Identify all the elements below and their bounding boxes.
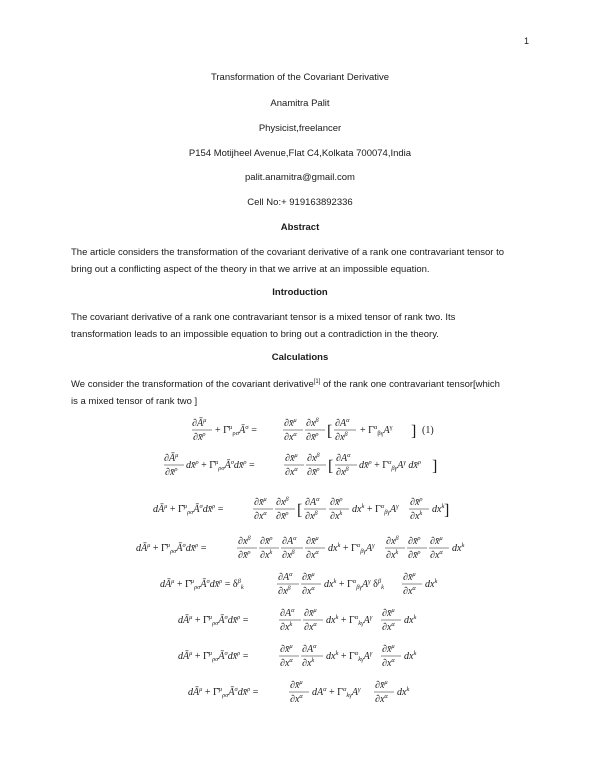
introduction-line: The covariant derivative of a rank one contravariant tensor is a mixed tensor of rank two. Its — [71, 312, 456, 323]
svg-text:∂x̄μ: ∂x̄$^\mu$ — [382, 607, 395, 619]
abstract-heading: Abstract — [280, 222, 320, 233]
svg-text:∂x̄μ: ∂x̄$^\mu$ — [280, 643, 293, 655]
svg-text:∂Aα: $\partial A^\alpha$ — [302, 643, 317, 655]
svg-text:∂Aα: $\partial A^\alpha$ — [282, 535, 297, 547]
svg-text:∂x̄μ: ∂x̄$^\mu$ — [284, 417, 297, 429]
svg-text:∂x̄μ: ∂x̄$^\mu$ — [382, 643, 395, 655]
author-affiliation: Physicist,freelancer — [258, 123, 342, 134]
svg-text:∂xk: $\partial x^k$ — [410, 510, 423, 522]
svg-text:∂x̄μ: ∂x̄$^\mu$ — [403, 571, 416, 583]
svg-text:∂xβ: $\partial x^\beta$ — [305, 510, 318, 522]
svg-text:∂x̄ρ: ∂x̄$^\rho$ — [165, 466, 178, 478]
calculations-text: We consider the transformation of the covariant derivative[1] of the rank one contravariant tensor[which is a mixed tensor of rank two ] — [71, 379, 500, 408]
svg-text:dĀμ + Γ̄μρσĀσdx̄ρ =: $dĀ^\mu$ + $\Gammā^\mu_{\rho\sigma}Ā^\sigma dx̄^\rho$ = — [178, 650, 249, 663]
svg-text:dĀμ + Γ̄μρσĀσdx̄ρ = δβk: $dĀ^\mu$ + $\Gammā^\mu_{\rho\sigma}Ā^\sigma dx̄^\rho = \delta^\beta_k$ — [160, 578, 244, 591]
svg-text:∂xα: $\partial x^\alpha$ — [382, 621, 395, 633]
svg-text:dx̄ρ + ΓαβγAγ dx̄ρ: dx̄$^\rho$ + $\Gamma^\alpha_{\beta\gamma}A^\gamma$ dx̄$^\rho$ — [359, 459, 421, 472]
svg-text:∂xk: $\partial x^k$ — [386, 549, 399, 561]
paper-title: Transformation of the Covariant Derivative — [210, 72, 390, 83]
svg-text:∂x̄ρ: ∂x̄$^\rho$ — [193, 431, 206, 443]
svg-text:dx̄ρ + Γ̄μρσĀσdx̄ρ =: dx̄$^\rho$ + $\Gammā^\mu_{\rho\sigma}Ā^\sigma dx̄^\rho$ = — [186, 459, 255, 472]
svg-text:∂xα: $\partial x^\alpha$ — [280, 657, 293, 669]
svg-text:∂Āμ: $\partial Ā^\mu$ — [192, 417, 207, 429]
equation-5 — [160, 571, 437, 597]
svg-text:+ Γ̄μρσĀσ =: + $\Gammā^\mu_{\rho\sigma}Ā^\sigma$ = — [215, 424, 257, 437]
svg-text:∂x̄ρ: ∂x̄$^\rho$ — [276, 510, 289, 522]
svg-text:∂x̄ρ: ∂x̄$^\rho$ — [408, 535, 421, 547]
svg-text:∂xβ: $\partial x^\beta$ — [238, 535, 251, 547]
author-phone: Cell No:+ 919163892336 — [247, 197, 353, 208]
introduction-heading: Introduction — [272, 287, 328, 298]
svg-text:∂xα: $\partial x^\alpha$ — [285, 466, 298, 478]
svg-text:∂xα: $\partial x^\alpha$ — [403, 585, 416, 597]
svg-text:dxk: $dx^k$ — [425, 578, 438, 590]
svg-text:∂x̄μ: ∂x̄$^\mu$ — [302, 571, 315, 583]
svg-text:∂xβ: $\partial x^\beta$ — [282, 549, 295, 561]
svg-text:∂xα: $\partial x^\alpha$ — [306, 549, 319, 561]
svg-text:+ ΓαβγAγ: + $\Gamma^\alpha_{\beta\gamma}A^\gamma$ — [360, 424, 393, 437]
svg-text:]: ] — [411, 423, 417, 440]
svg-text:∂x̄ρ: ∂x̄$^\rho$ — [260, 535, 273, 547]
svg-text:dxk: $dx^k$ — [432, 503, 445, 515]
svg-text:∂xβ: $\partial x^\beta$ — [307, 452, 320, 464]
svg-text:∂x̄μ: ∂x̄$^\mu$ — [306, 535, 319, 547]
author-email: palit.anamitra@gmail.com — [245, 172, 355, 183]
svg-text:∂xα: $\partial x^\alpha$ — [430, 549, 443, 561]
svg-text:∂xβ: $\partial x^\beta$ — [276, 496, 289, 508]
svg-text:∂xβ: $\partial x^\beta$ — [386, 535, 399, 547]
introduction-line: transformation leads to an impossible equation to bring out a contradiction in the theory. — [71, 329, 439, 340]
svg-text:dxk + ΓαkγAγ: $dx^k + \Gamma^\alpha_{k\gamma}A^\gamma$ — [326, 614, 373, 627]
author-name: Anamitra Palit — [270, 98, 330, 109]
equation-4 — [136, 535, 464, 561]
svg-text:∂x̄μ: ∂x̄$^\mu$ — [375, 679, 388, 691]
svg-text:[: [ — [297, 502, 303, 519]
svg-text:∂x̄ρ: ∂x̄$^\rho$ — [408, 549, 421, 561]
svg-text:dxk + ΓαβγAγ δβk: $dx^k + \Gamma^\alpha_{\beta\gamma}A^\gamma$ $\delta^\beta_k$ — [324, 578, 385, 591]
svg-text:∂x̄ρ: ∂x̄$^\rho$ — [238, 549, 251, 561]
svg-text:∂Aα: $\partial A^\alpha$ — [336, 452, 351, 464]
svg-text:∂xk: $\partial x^k$ — [260, 549, 273, 561]
svg-text:dxk + ΓαβγAγ: $dx^k + \Gamma^\alpha_{\beta\gamma}A^\gamma$ — [328, 542, 375, 555]
equation-8 — [188, 679, 409, 705]
abstract-line: The article considers the transformation of the covariant derivative of a rank one contravariant tensor to — [71, 247, 505, 258]
svg-text:∂xα: $\partial x^\alpha$ — [375, 693, 388, 705]
abstract-line: bring out a conflicting aspect of the theory in that we arrive at an impossible equation. — [71, 264, 430, 275]
calculations-heading: Calculations — [271, 352, 329, 363]
svg-text:∂Āμ: $\partial Ā^\mu$ — [164, 452, 179, 464]
equation-2 — [164, 452, 437, 478]
svg-text:∂x̄μ: ∂x̄$^\mu$ — [254, 496, 267, 508]
svg-text:]: ] — [432, 458, 438, 475]
svg-text:∂xα: $\partial x^\alpha$ — [254, 510, 267, 522]
svg-text:∂Aα: $\partial A^\alpha$ — [280, 607, 295, 619]
svg-text:∂xα: $\partial x^\alpha$ — [290, 693, 303, 705]
svg-text:∂xβ: $\partial x^\beta$ — [278, 585, 291, 597]
svg-text:∂x̄μ: ∂x̄$^\mu$ — [290, 679, 303, 691]
equation-7 — [178, 643, 416, 669]
svg-text:∂Aα: $\partial A^\alpha$ — [305, 496, 320, 508]
svg-text:∂xk: $\partial x^k$ — [330, 510, 343, 522]
svg-text:∂x̄μ: ∂x̄$^\mu$ — [304, 607, 317, 619]
svg-text:∂xβ: $\partial x^\beta$ — [306, 417, 319, 429]
svg-text:dxk: $dx^k$ — [404, 614, 417, 626]
svg-text:∂x̄μ: ∂x̄$^\mu$ — [430, 535, 443, 547]
equation-label: (1) — [422, 425, 434, 436]
equation-3 — [153, 496, 449, 522]
svg-text:∂xα: $\partial x^\alpha$ — [382, 657, 395, 669]
svg-text:∂xk: $\partial x^k$ — [280, 621, 293, 633]
svg-text:∂xk: $\partial x^k$ — [302, 657, 315, 669]
svg-text:∂xβ: $\partial x^\beta$ — [335, 431, 348, 443]
svg-text:dxk + ΓαkγAγ: $dx^k + \Gamma^\alpha_{k\gamma}A^\gamma$ — [326, 650, 373, 663]
equation-1 — [192, 417, 434, 443]
svg-text:∂Aα: $\partial A^\alpha$ — [278, 571, 293, 583]
svg-text:∂x̄ρ: ∂x̄$^\rho$ — [307, 466, 320, 478]
svg-text:∂x̄μ: ∂x̄$^\mu$ — [285, 452, 298, 464]
svg-text:dĀμ + Γ̄μρσĀσdx̄ρ =: $dĀ^\mu$ + $\Gammā^\mu_{\rho\sigma}Ā^\sigma dx̄^\rho$ = — [153, 503, 224, 516]
svg-text:∂xβ: $\partial x^\beta$ — [336, 466, 349, 478]
svg-text:[: [ — [328, 458, 334, 475]
svg-text:∂xα: $\partial x^\alpha$ — [284, 431, 297, 443]
citation-ref[interactable]: [1] — [313, 379, 321, 385]
svg-text:dxk + ΓαβγAγ: $dx^k + \Gamma^\alpha_{\beta\gamma}A^\gamma$ — [352, 503, 399, 516]
svg-text:∂x̄ρ: ∂x̄$^\rho$ — [410, 496, 423, 508]
svg-text:∂Aα: $\partial A^\alpha$ — [335, 417, 350, 429]
svg-text:[: [ — [327, 423, 333, 440]
svg-text:dĀμ + Γ̄μρσĀσdx̄ρ =: $dĀ^\mu$ + $\Gammā^\mu_{\rho\sigma}Ā^\sigma dx̄^\rho$ = — [136, 542, 207, 555]
svg-text:dĀμ + Γ̄μρσĀσdx̄ρ =: $dĀ^\mu$ + $\Gammā^\mu_{\rho\sigma}Ā^\sigma dx̄^\rho$ = — [188, 686, 259, 699]
svg-text:∂x̄ρ: ∂x̄$^\rho$ — [330, 496, 343, 508]
svg-text:dxk: $dx^k$ — [397, 686, 410, 698]
svg-text:∂x̄ρ: ∂x̄$^\rho$ — [306, 431, 319, 443]
svg-text:∂xα: $\partial x^\alpha$ — [302, 585, 315, 597]
svg-text:dxk: $dx^k$ — [404, 650, 417, 662]
page-number: 1 — [523, 36, 529, 46]
svg-text:dAα + ΓαkγAγ: $dA^\alpha + \Gamma^\alpha_{k\gamma}A^\gamma$ — [312, 686, 361, 699]
svg-text:∂xα: $\partial x^\alpha$ — [304, 621, 317, 633]
svg-text:dxk: $dx^k$ — [452, 542, 465, 554]
author-address: P154 Motijheel Avenue,Flat C4,Kolkata 700074,India — [188, 148, 412, 159]
svg-text:]: ] — [444, 502, 450, 519]
equation-6 — [178, 607, 416, 633]
svg-text:dĀμ + Γ̄μρσĀσdx̄ρ =: $dĀ^\mu$ + $\Gammā^\mu_{\rho\sigma}Ā^\sigma dx̄^\rho$ = — [178, 614, 249, 627]
